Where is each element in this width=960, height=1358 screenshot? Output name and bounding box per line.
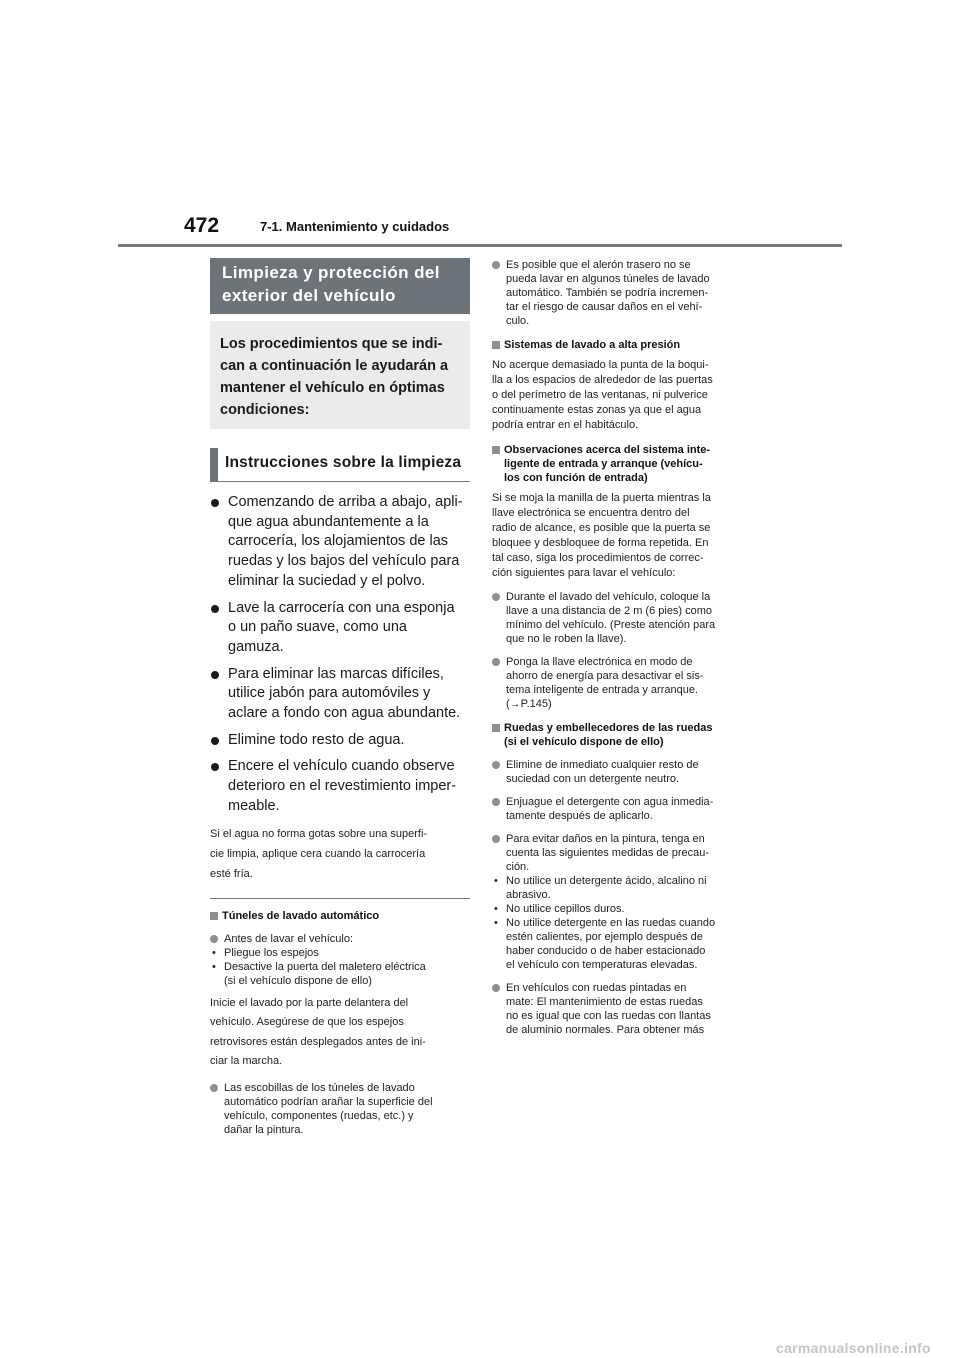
square-bullet-icon: [492, 446, 500, 454]
cleaning-step-text: Comenzando de arriba a abajo, apli- que agua abundantemente a la carrocería, los alojamientos de las ruedas y los bajos del vehículo para eliminar la suciedad y el polvo.: [228, 494, 463, 589]
note-item: [492, 258, 748, 328]
note-item: [492, 655, 748, 711]
bullet-icon: [211, 671, 219, 679]
sub-item: • No utilice cepillos duros.: [494, 903, 625, 915]
cleaning-step: [210, 731, 470, 751]
smart-entry-heading-text: Observaciones acerca del sistema inte- ligente de entrada y arranque (vehícu- los con función de entrada): [504, 444, 711, 484]
cleaning-steps-list: [210, 493, 470, 817]
circle-bullet-icon: [210, 935, 218, 943]
car-wash-heading: [210, 909, 470, 923]
sub-item-text: Pliegue los espejos: [224, 946, 319, 959]
cleaning-step: [210, 599, 470, 658]
cleaning-instructions-heading: Instrucciones sobre la limpieza: [210, 448, 470, 482]
sub-item: • No utilice un detergente ácido, alcalino ni abrasivo.: [494, 875, 707, 901]
note-item-text: Para evitar daños en la pintura, tenga en cuenta las siguientes medidas de precau- ción.: [506, 833, 710, 873]
note-item-text: En vehículos con ruedas pintadas en mate: El mantenimiento de estas ruedas no es igual que con las ruedas con llantas de aluminio normales. Para obtener más: [506, 982, 711, 1036]
circle-bullet-icon: [492, 835, 500, 843]
high-pressure-heading-text: Sistemas de lavado a alta presión: [504, 339, 681, 351]
right-column: [492, 258, 748, 1037]
square-bullet-icon: [492, 724, 500, 732]
left-column: [210, 258, 470, 1137]
note-item: [492, 795, 748, 823]
circle-bullet-icon: [492, 261, 500, 269]
circle-bullet-icon: [492, 593, 500, 601]
cleaning-step-text: Encere el vehículo cuando observe deterioro en el revestimiento imper- meable.: [228, 758, 457, 814]
sub-item: • Desactive la puerta del maletero eléctrica (si el vehículo dispone de ello): [212, 960, 426, 987]
note-item: [210, 1081, 470, 1137]
smart-entry-heading: [492, 443, 748, 485]
note-item: [492, 832, 748, 874]
note-item-text: Las escobillas de los túneles de lavado automático podrían arañar la superficie del vehículo, componentes (ruedas, etc.) y dañar la pintura.: [224, 1081, 433, 1136]
sub-item: • Pliegue los espejos: [212, 946, 319, 959]
cleaning-step-text: Elimine todo resto de agua.: [228, 731, 405, 748]
sub-item-text: Desactive la puerta del maletero eléctrica (si el vehículo dispone de ello): [224, 960, 426, 987]
cleaning-step: [210, 757, 470, 816]
sub-item-text: No utilice cepillos duros.: [506, 903, 625, 915]
car-wash-heading-text: Túneles de lavado automático: [222, 909, 380, 922]
circle-bullet-icon: [492, 761, 500, 769]
note-item-text: Antes de lavar el vehículo:: [224, 932, 354, 945]
note-item: [492, 758, 748, 786]
high-pressure-heading: [492, 338, 748, 352]
smart-entry-paragraph: Si se moja la manilla de la puerta mientras la llave electrónica se encuentra dentro del radio de alcance, es posible que la puerta se bloquee y desbloquee de forma repetida. En tal caso, siga los procedimientos de correc- ción siguientes para lavar el vehículo:: [492, 492, 711, 579]
circle-bullet-icon: [210, 1084, 218, 1092]
wheels-heading-text: Ruedas y embellecedores de las ruedas (si el vehículo dispone de ello): [504, 722, 713, 748]
bullet-icon: [211, 737, 219, 745]
intro-line: Los procedimientos que se indi-: [220, 336, 443, 352]
car-wash-paragraph: Inicie el lavado por la parte delantera del vehículo. Asegúrese de que los espejos retrovisores están desplegados antes de ini- ciar la marcha.: [210, 996, 426, 1068]
circle-bullet-icon: [492, 984, 500, 992]
sub-item-text: No utilice detergente en las ruedas cuando estén calientes, por ejemplo después de haber conducido o de haber estacionado el vehículo con temperaturas elevadas.: [506, 917, 716, 971]
cleaning-step-text: Para eliminar las marcas difíciles, utilice jabón para automóviles y aclare a fondo con agua abundante.: [228, 665, 461, 722]
note-item-text: Es posible que el alerón trasero no se pueda lavar en algunos túneles de lavado automático. También se podría incremen- tar el riesgo de causar daños en el vehí- culo.: [506, 259, 710, 327]
intro-line: condiciones:: [220, 402, 310, 418]
watermark: carmanualsonline.info: [776, 1340, 931, 1356]
page-number: 472: [184, 214, 220, 237]
circle-bullet-icon: [492, 658, 500, 666]
section-title: 7-1. Mantenimiento y cuidados: [260, 219, 450, 234]
note-item-text: Enjuague el detergente con agua inmedia- tamente después de aplicarlo.: [506, 796, 714, 822]
intro-line: mantener el vehículo en óptimas: [220, 380, 445, 396]
header-divider: [118, 244, 842, 247]
square-bullet-icon: [492, 341, 500, 349]
bullet-icon: [211, 763, 219, 771]
note-item: [492, 981, 748, 1037]
wax-note: Si el agua no forma gotas sobre una superfi- cie limpia, aplique cera cuando la carrocería esté fría.: [210, 827, 428, 880]
cleaning-step: [210, 493, 470, 592]
note-item-text: Durante el lavado del vehículo, coloque la llave a una distancia de 2 m (6 pies) como mínimo del vehículo. (Preste atención para que no le roben la llave).: [506, 591, 716, 645]
section-heading-box: Limpieza y protección del exterior del vehículo: [210, 258, 470, 314]
intro-line: can a continuación le ayudarán a: [220, 358, 449, 374]
bullet-icon: [211, 605, 219, 613]
high-pressure-paragraph: No acerque demasiado la punta de la boqui- lla a los espacios de alrededor de las puertas o del perímetro de las ventanas, ni pulverice continuamente estas zonas ya que el agua podría entrar en el habitáculo.: [492, 359, 713, 431]
note-item: [492, 590, 748, 646]
notes-divider: [210, 898, 470, 899]
intro-box: [210, 321, 470, 429]
note-item-text: Ponga la llave electrónica en modo de ahorro de energía para desactivar el sis- tema inteligente de entrada y arranque. (→P.145): [506, 656, 704, 710]
cleaning-step-text: Lave la carrocería con una esponja o un paño suave, como una gamuza.: [228, 599, 455, 655]
sub-item: • No utilice detergente en las ruedas cuando estén calientes, por ejemplo después de haber conducido o de haber estacionado el vehículo con temperaturas elevadas.: [494, 917, 716, 971]
circle-bullet-icon: [492, 798, 500, 806]
note-item-text: Elimine de inmediato cualquier resto de suciedad con un detergente neutro.: [506, 759, 699, 785]
square-bullet-icon: [210, 912, 218, 920]
note-item: [210, 932, 470, 946]
bullet-icon: [211, 499, 219, 507]
wheels-heading: [492, 721, 748, 749]
sub-item-text: No utilice un detergente ácido, alcalino ni abrasivo.: [506, 875, 707, 901]
cleaning-step: [210, 665, 470, 724]
